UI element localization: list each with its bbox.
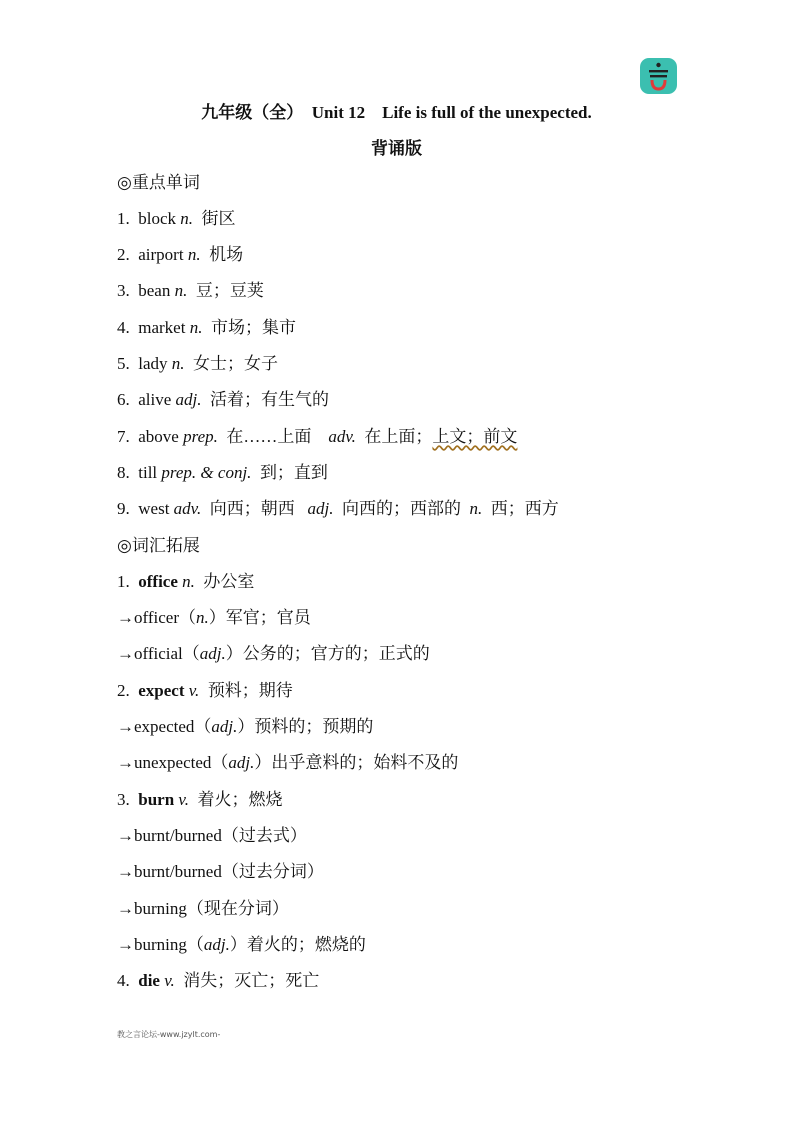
list-item: 3. burn v. 着火；燃烧: [117, 790, 283, 809]
list-item: →burning（现在分词）: [117, 899, 289, 918]
list-item: →burnt/burned（过去式）: [117, 826, 307, 845]
list-item: 1. office n. 办公室: [117, 572, 255, 591]
list-item: 2. expect v. 预料；期待: [117, 681, 293, 700]
list-item: →official（adj.）公务的；官方的；正式的: [117, 644, 430, 663]
list-item: 8. till prep. & conj. 到；直到: [117, 463, 328, 482]
page-title: 九年级（全） Unit 12 Life is full of the unexpected.: [201, 103, 592, 122]
list-item: 4. die v. 消失；灭亡；死亡: [117, 971, 320, 990]
list-item: 9. west adv. 向西；朝西 adj. 向西的；西部的 n. 西；西方: [117, 499, 559, 518]
list-item: →burnt/burned（过去分词）: [117, 862, 324, 881]
list-item: 2. airport n. 机场: [117, 245, 244, 264]
footer-text: 教之言论坛-www.jzylt.com-: [117, 1030, 221, 1039]
list-item: 4. market n. 市场；集市: [117, 318, 296, 337]
list-item: 7. above prep. 在……上面 adv. 在上面；上文；前文: [117, 427, 518, 446]
list-item: →officer（n.）军官；官员: [117, 608, 311, 627]
logo-icon: [640, 58, 677, 94]
list-item: 5. lady n. 女士；女子: [117, 354, 279, 373]
list-item: 3. bean n. 豆；豆荚: [117, 281, 264, 300]
section-heading-key-words: ◎重点单词: [117, 173, 200, 192]
list-item: →expected（adj.）预料的；预期的: [117, 717, 374, 736]
section-heading-expansion: ◎词汇拓展: [117, 536, 200, 555]
list-item: →burning（adj.）着火的；燃烧的: [117, 935, 366, 954]
list-item: →unexpected（adj.）出乎意料的；始料不及的: [117, 753, 459, 772]
list-item: 6. alive adj. 活着；有生气的: [117, 390, 330, 409]
page-subtitle: 背诵版: [371, 139, 422, 158]
list-item: 1. block n. 街区: [117, 209, 236, 228]
